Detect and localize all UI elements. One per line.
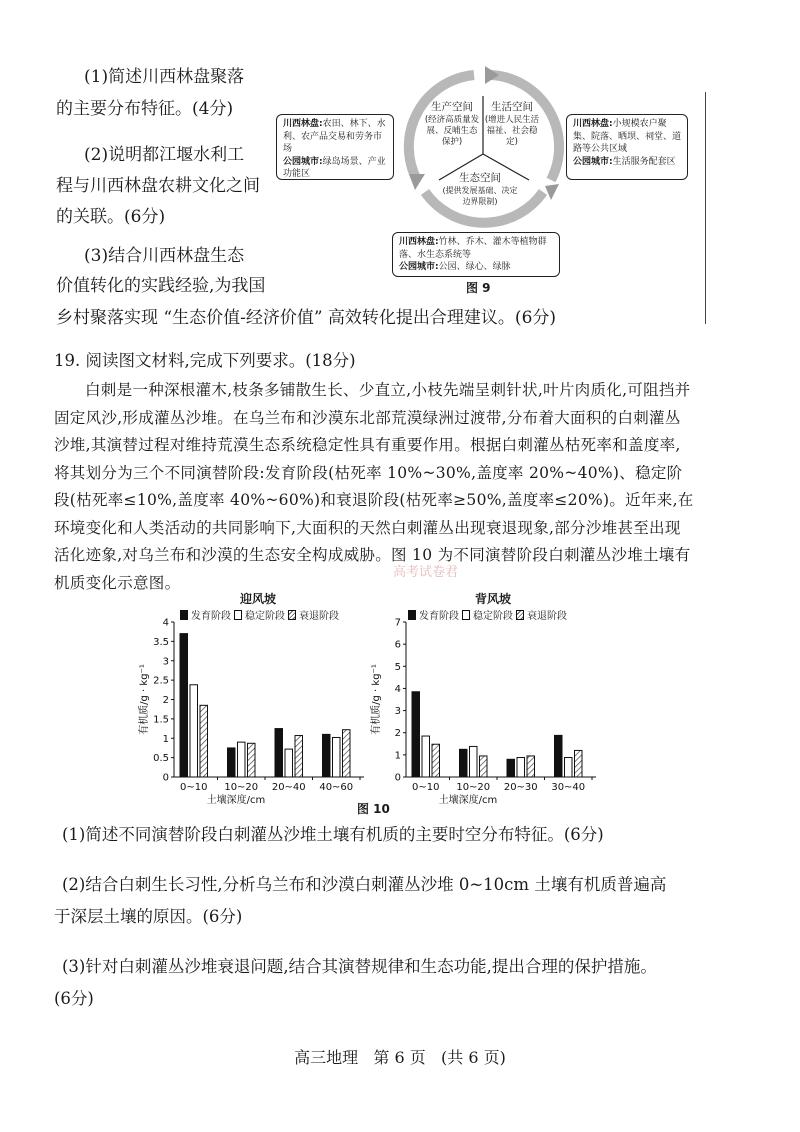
right-box-label1: 川西林盘: <box>573 119 613 129</box>
production-space-desc: (经济高质量发展、反哺生态保护) <box>424 115 480 147</box>
bottom-box-label2: 公园城市: <box>399 262 439 272</box>
y-tick-label: 7 <box>394 617 401 629</box>
y-tick-label: 4 <box>162 617 169 629</box>
chart1-legend-decline: 衰退阶段 <box>299 611 339 622</box>
bar-decline <box>480 756 488 777</box>
bar-stable <box>238 742 246 777</box>
chart1-legend-develop: 发育阶段 <box>191 611 231 622</box>
bottom-box-text2: 公园、绿心、绿脉 <box>438 262 511 272</box>
y-tick-label: 3 <box>162 656 169 668</box>
bar-decline <box>295 736 303 777</box>
y-tick-label: 3 <box>394 706 401 718</box>
figure10-caption: 图 10 <box>357 802 390 816</box>
y-tick-label: 4 <box>394 683 401 695</box>
bar-develop <box>323 734 331 777</box>
page-footer: 高三地理 第 6 页 (共 6 页) <box>294 1048 506 1067</box>
bar-stable <box>333 737 341 777</box>
margin-rule <box>705 92 706 324</box>
bar-decline <box>200 705 208 777</box>
ecology-space-title: 生态空间 <box>459 172 501 184</box>
x-tick-label: 30~40 <box>551 782 586 793</box>
living-space-title: 生活空间 <box>491 101 533 113</box>
bar-decline <box>432 744 440 777</box>
q19-1-text: (1)简述不同演替阶段白刺灌丛沙堆土壤有机质的主要时空分布特征。(6分) <box>62 825 604 844</box>
q19-3-text <box>54 954 657 1012</box>
ecology-space-desc: (提供发展基础、决定边界限制) <box>442 186 518 206</box>
y-tick-label: 3.5 <box>153 636 169 648</box>
q19-3-line2: (6分) <box>54 989 94 1008</box>
x-tick-label: 0~10 <box>180 782 208 793</box>
chart2-title: 背风坡 <box>474 592 511 606</box>
chart2-legend-decline: 衰退阶段 <box>527 611 567 622</box>
chart2-legend-stable: 稳定阶段 <box>473 611 513 622</box>
x-axis-label: 土壤深度/cm <box>438 795 498 806</box>
left-box-text1: 农田、林下、水利、农产品交易和劳务市场 <box>283 119 386 154</box>
living-space-desc: (增进人民生活福祉、社会稳定) <box>484 115 540 147</box>
watermark: 高考试卷君 <box>393 565 459 580</box>
x-axis-label: 土壤深度/cm <box>206 795 266 806</box>
x-tick-label: 20~30 <box>503 782 538 793</box>
q18-3-line2: 价值转化的实践经验,为我国 <box>56 276 266 296</box>
q18-1-line2: 的主要分布特征。(4分) <box>56 99 234 119</box>
ecology-space-label <box>440 172 520 207</box>
x-tick-label: 0~10 <box>412 782 440 793</box>
bar-develop <box>460 749 468 777</box>
production-space-title: 生产空间 <box>431 101 473 113</box>
x-tick-label: 10~20 <box>456 782 491 793</box>
bottom-box-label1: 川西林盘: <box>399 237 439 247</box>
y-tick-label: 0 <box>394 772 401 784</box>
y-tick-label: 6 <box>394 639 401 651</box>
bottom-info-box <box>392 232 560 277</box>
q19-heading: 19. 阅读图文材料,完成下列要求。(18分) <box>54 351 356 370</box>
bar-stable <box>565 758 573 777</box>
chart2-legend-develop: 发育阶段 <box>419 611 459 622</box>
right-info-box <box>566 114 688 180</box>
arrow-head-3 <box>545 184 559 200</box>
q18-2-text <box>56 142 260 230</box>
y-tick-label: 1.5 <box>153 714 169 726</box>
left-info-box <box>276 114 394 180</box>
q18-1-text <box>56 64 245 122</box>
x-tick-label: 40~60 <box>319 782 354 793</box>
right-box-label2: 公园城市: <box>573 156 613 167</box>
bar-develop <box>180 634 188 777</box>
y-tick-label: 2 <box>162 695 169 706</box>
x-tick-label: 10~20 <box>224 782 259 793</box>
q19-2-line1: (2)结合白刺生长习性,分析乌兰布和沙漠白刺灌丛沙堆 0~10cm 土壤有机质普遍高 <box>62 875 667 894</box>
chart1-windward-slope <box>120 605 370 815</box>
y-tick-label: 1 <box>162 733 169 745</box>
right-box-text2: 生活服务配套区 <box>612 156 676 167</box>
q18-2-line3: 的关联。(6分) <box>56 207 166 227</box>
left-box-label2: 公园城市: <box>283 156 323 167</box>
bar-develop <box>275 729 283 777</box>
bar-stable <box>470 746 478 777</box>
production-space-label <box>423 101 481 148</box>
left-box-text2: 绿岛场景、产业功能区 <box>283 156 386 179</box>
y-axis-label: 有机质/g · kg⁻¹ <box>139 664 150 735</box>
bar-develop <box>228 748 236 777</box>
bar-decline <box>575 750 583 777</box>
q19-3-line1: (3)针对白刺灌丛沙堆衰退问题,结合其演替规律和生态功能,提出合理的保护措施。 <box>62 957 657 976</box>
q18-2-line1: (2)说明都江堰水利工 <box>84 145 245 165</box>
y-tick-label: 1 <box>394 750 401 762</box>
bar-stable <box>285 749 293 777</box>
q18-1-line1: (1)简述川西林盘聚落 <box>84 67 245 87</box>
left-box-label1: 川西林盘: <box>283 119 323 129</box>
bar-develop <box>412 692 420 777</box>
x-tick-label: 20~40 <box>271 782 306 793</box>
y-tick-label: 5 <box>394 661 401 673</box>
chart1-legend-stable: 稳定阶段 <box>245 611 285 622</box>
chart2-leeward-slope <box>352 605 602 815</box>
y-axis-label: 有机质/g · kg⁻¹ <box>371 664 382 735</box>
y-tick-label: 0 <box>162 772 169 784</box>
bar-stable <box>422 736 430 777</box>
y-tick-label: 2.5 <box>153 675 169 687</box>
y-tick-label: 0.5 <box>153 753 169 765</box>
bar-decline <box>527 756 535 777</box>
living-space-label <box>484 101 540 148</box>
q19-2-text <box>54 872 667 930</box>
bar-stable <box>517 758 525 777</box>
bar-decline <box>248 743 256 777</box>
y-tick-label: 2 <box>394 728 401 740</box>
arrow-head-1 <box>409 174 425 190</box>
figure9-caption: 图 9 <box>466 281 491 295</box>
bottom-box-text1: 竹林、乔木、灌木等植物群落、水生态系统等 <box>399 237 547 260</box>
bar-develop <box>507 759 515 777</box>
q18-3-line1: (3)结合川西林盘生态 <box>84 246 245 266</box>
chart1-title: 迎风坡 <box>239 592 276 606</box>
bar-stable <box>190 685 198 777</box>
q18-2-line2: 程与川西林盘农耕文化之间 <box>56 176 260 196</box>
q19-paragraph: 白刺是一种深根灌木,枝条多铺散生长、少直立,小枝先端呈刺针状,叶片肉质化,可阻挡并固定风沙,形成灌丛沙堆。在乌兰布和沙漠东北部荒漠绿洲过渡带,分布着大面积的白刺灌丛沙堆,其演替过程对维持荒漠生态系统稳定性具有重要作用。根据白刺灌丛枯死率和盖度率,将其划分为三个不同演替阶段:发育阶段(枯死率 10%~30%,盖度率 20%~40%)、稳定阶段(枯死率≤10%,盖度率 40%~60%)和衰退阶段(枯死率≥50%,盖度率≤20%)。近年来,在环境变化和人类活动的共同影响下,大面积的天然白刺灌丛出现衰退现象,部分沙堆甚至出现活化迹象,对乌兰布和沙漠的生态安全构成威胁。图 10 为不同演替阶段白刺灌丛沙堆土壤有机质变化示意图。 <box>54 381 694 592</box>
bar-decline <box>343 730 351 777</box>
q19-2-line2: 于深层土壤的原因。(6分) <box>54 907 243 926</box>
bar-develop <box>555 735 563 777</box>
q18-3-line3: 乡村聚落实现 “生态价值-经济价值” 高效转化提出合理建议。(6分) <box>56 308 557 328</box>
arrow-head-2 <box>485 66 499 84</box>
right-box-text1: 小规模农户聚集、院落、晒坝、祠堂、道路等公共区域 <box>573 119 682 154</box>
